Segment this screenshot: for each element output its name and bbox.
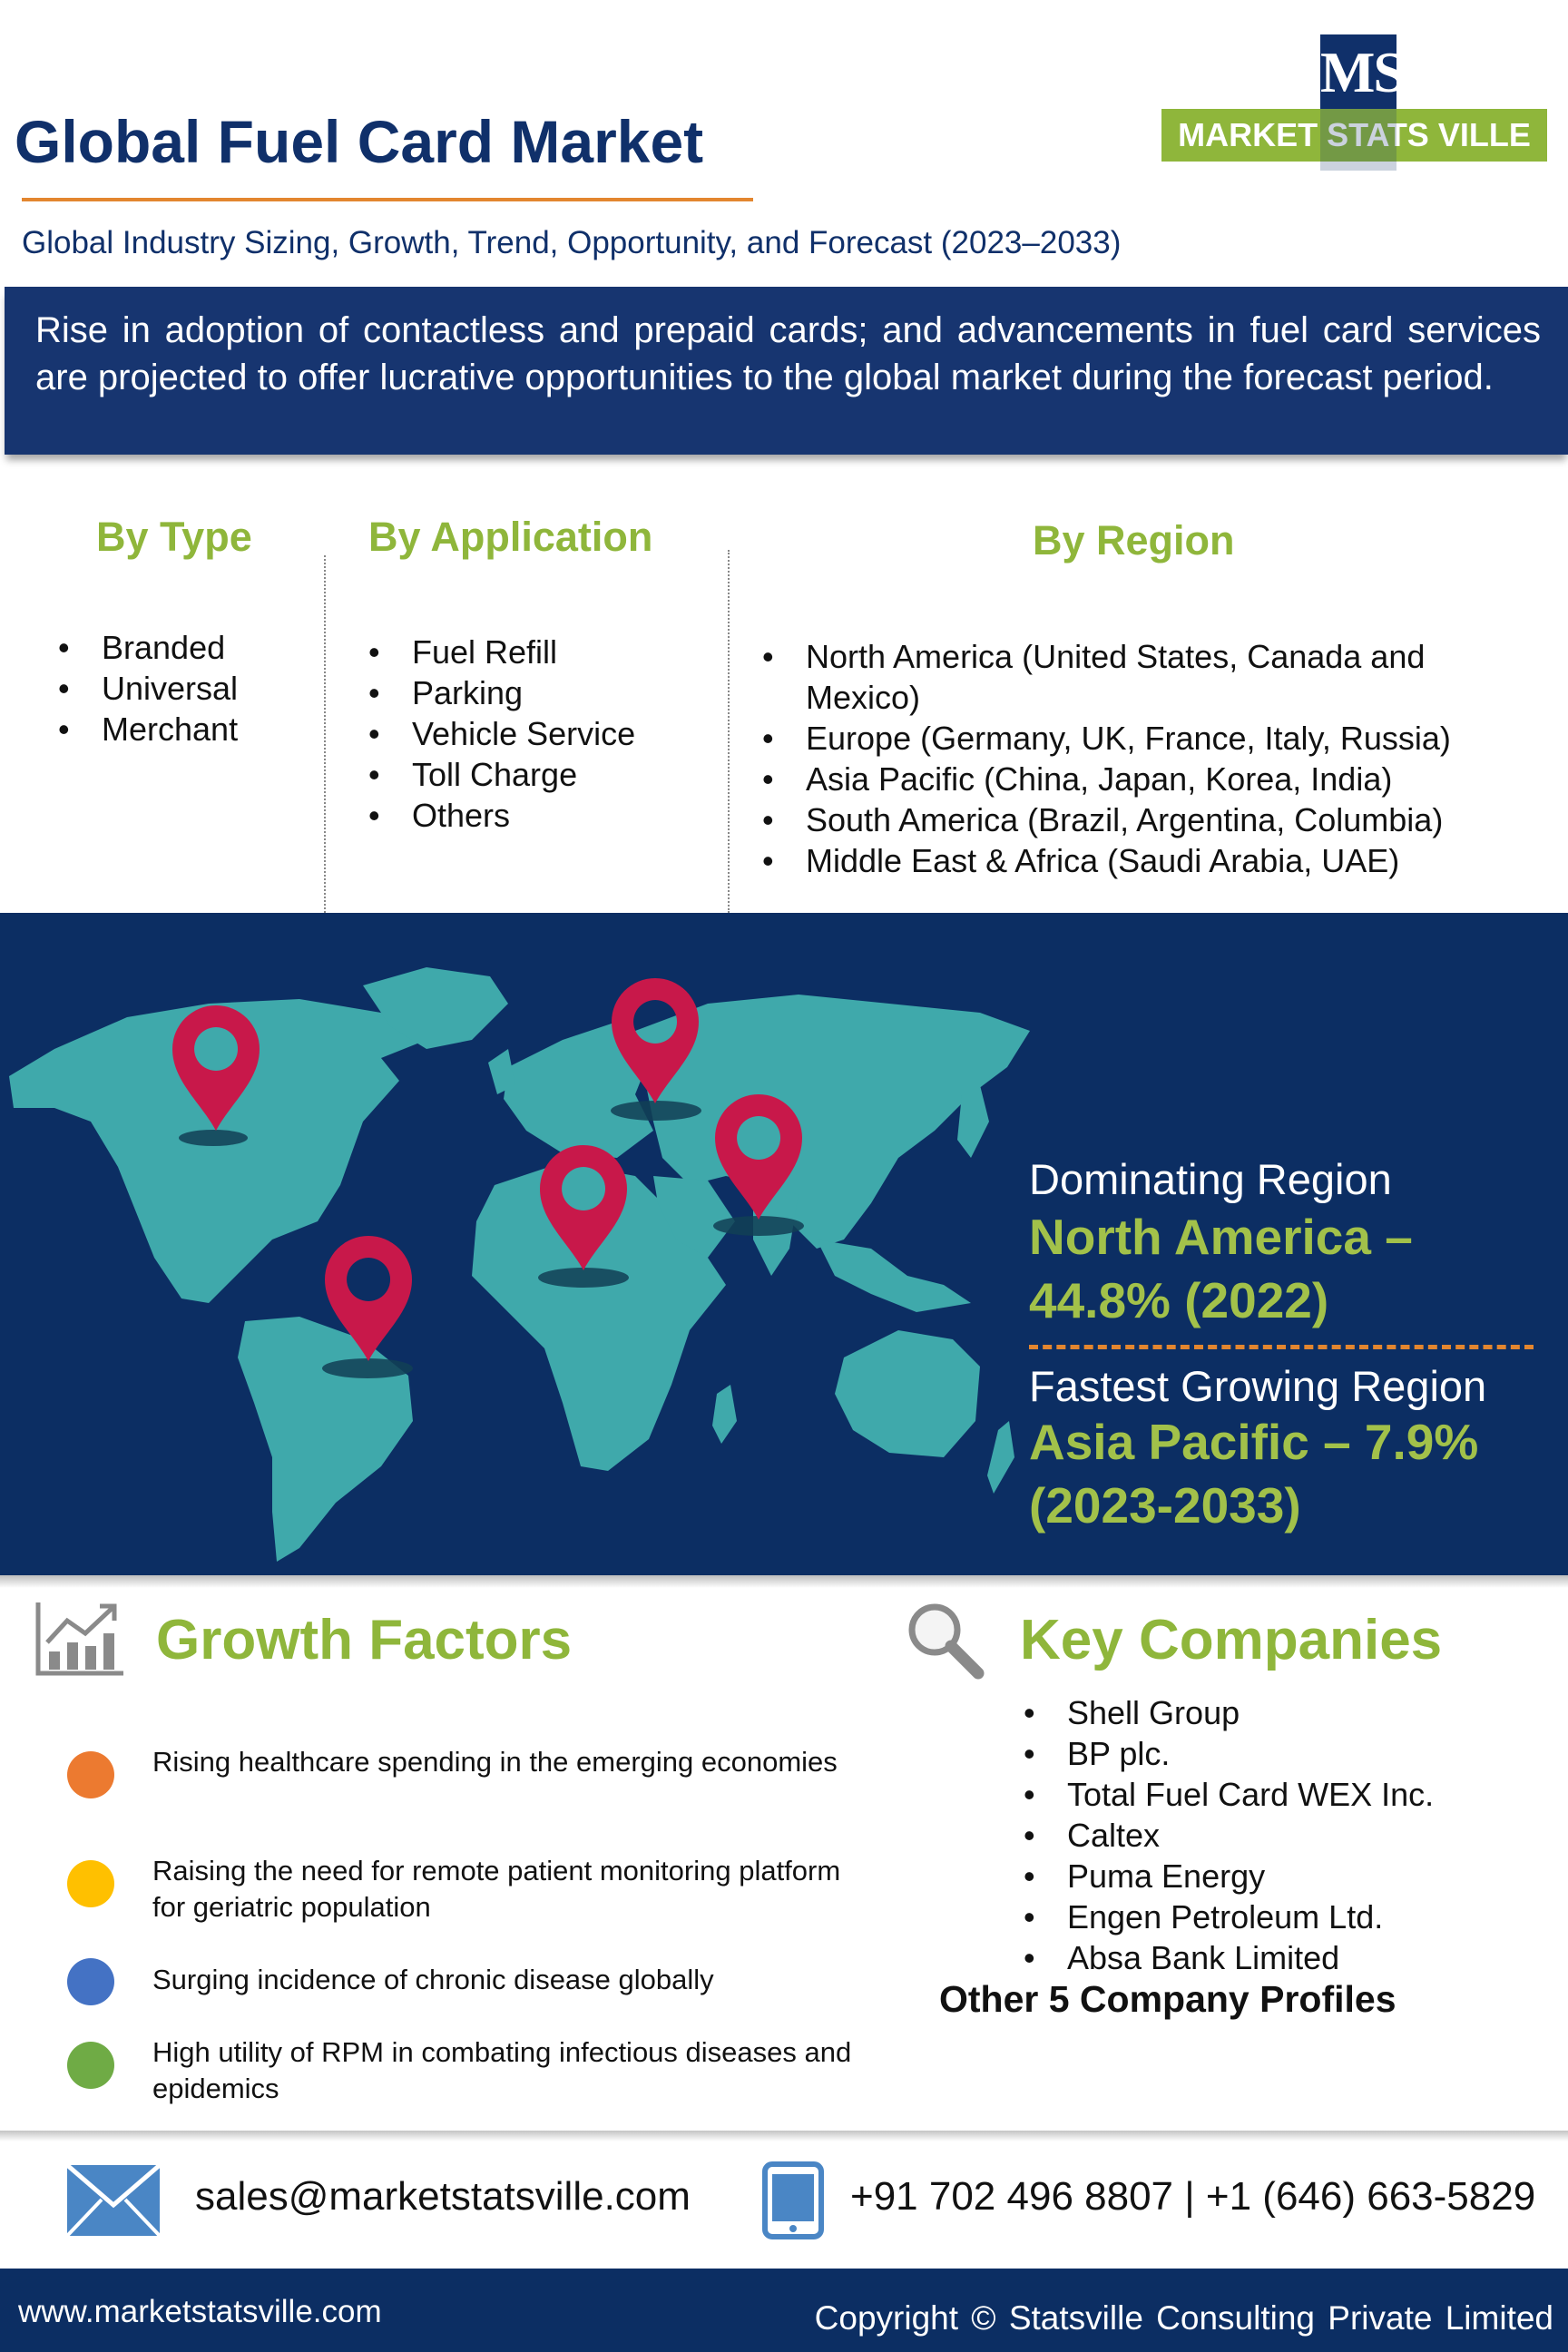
list-item: • Caltex bbox=[1024, 1815, 1532, 1856]
list-item: • Vehicle Service bbox=[368, 713, 713, 754]
type-list bbox=[58, 627, 312, 750]
growth-factor-text: Raising the need for remote patient monitoring platform for geriatric population bbox=[152, 1855, 841, 1923]
market-stats-ville-logo[interactable] bbox=[1161, 34, 1547, 171]
continents bbox=[9, 967, 1030, 1562]
dominating-region-label: Dominating Region bbox=[1029, 1155, 1392, 1203]
dominating-region-value: North America – 44.8% (2022) bbox=[1029, 1209, 1413, 1328]
intro-text: Rise in adoption of contactless and prepaid cards; and advancements in fuel card services are projected to offer lucrative opportunities to the global market during the forecast period. bbox=[35, 310, 1541, 397]
list-item: • Europe (Germany, UK, France, Italy, Russia) bbox=[762, 718, 1506, 759]
company-list bbox=[1024, 1692, 1532, 1978]
title-underline bbox=[22, 198, 753, 201]
madagascar-shape bbox=[712, 1385, 737, 1444]
footer bbox=[0, 2269, 1568, 2352]
list-item: • Toll Charge bbox=[368, 754, 713, 795]
column-divider bbox=[324, 555, 326, 913]
japan-shape bbox=[957, 1085, 989, 1158]
section-shadow bbox=[0, 2131, 1568, 2141]
list-item: • Engen Petroleum Ltd. bbox=[1024, 1896, 1532, 1937]
intro-banner bbox=[5, 287, 1568, 455]
list-item: • Parking bbox=[368, 672, 713, 713]
list-item: • Branded bbox=[58, 627, 312, 668]
list-item: • Merchant bbox=[58, 709, 312, 750]
column-divider bbox=[728, 550, 730, 913]
email-link[interactable]: sales@marketstatsville.com bbox=[195, 2174, 691, 2219]
other-company-profiles: Other 5 Company Profiles bbox=[939, 1978, 1396, 2020]
website-link[interactable]: www.marketstatsville.com bbox=[18, 2294, 382, 2329]
section-shadow bbox=[0, 1575, 1568, 1588]
mail-icon[interactable] bbox=[65, 2163, 162, 2238]
orange-bullet-icon bbox=[67, 1751, 114, 1798]
segment-heading-region: By Region bbox=[1033, 517, 1235, 564]
list-item: • Shell Group bbox=[1024, 1692, 1532, 1733]
list-item: • Fuel Refill bbox=[368, 632, 713, 672]
list-item: • Asia Pacific (China, Japan, Korea, India) bbox=[762, 759, 1506, 799]
green-bullet-icon bbox=[67, 2042, 114, 2089]
application-list bbox=[368, 632, 713, 836]
yellow-bullet-icon bbox=[67, 1860, 114, 1907]
southeast-asia-shape bbox=[817, 1240, 971, 1312]
list-item: • Universal bbox=[58, 668, 312, 709]
list-item: • Absa Bank Limited bbox=[1024, 1937, 1532, 1978]
list-item: • South America (Brazil, Argentina, Columbia) bbox=[762, 799, 1506, 840]
region-list bbox=[762, 636, 1506, 881]
fastest-region-label: Fastest Growing Region bbox=[1029, 1362, 1487, 1410]
list-item: • BP plc. bbox=[1024, 1733, 1532, 1774]
stats-divider bbox=[1029, 1345, 1534, 1349]
blue-bullet-icon bbox=[67, 1958, 114, 2005]
bar-chart-growth-icon bbox=[34, 1599, 125, 1677]
page-subtitle: Global Industry Sizing, Growth, Trend, Opportunity, and Forecast (2023–2033) bbox=[22, 225, 1122, 260]
list-item: • North America (United States, Canada and Mexico) bbox=[762, 636, 1506, 718]
region-map-band bbox=[0, 913, 1568, 1575]
growth-factor-text: Rising healthcare spending in the emerging economies bbox=[152, 1746, 838, 1778]
growth-factor-text: Surging incidence of chronic disease globally bbox=[152, 1964, 714, 1995]
logo-text: MARKET STATS VILLE bbox=[1178, 116, 1531, 153]
page-title: Global Fuel Card Market bbox=[15, 108, 704, 175]
growth-factors-heading: Growth Factors bbox=[156, 1609, 573, 1671]
segment-heading-application: By Application bbox=[368, 514, 653, 560]
south-america-shape bbox=[238, 1317, 413, 1562]
list-item: • Puma Energy bbox=[1024, 1856, 1532, 1896]
logo-mark: MS bbox=[1320, 34, 1396, 111]
growth-factor-text: High utility of RPM in combating infectious diseases and epidemics bbox=[152, 2036, 852, 2104]
list-item: • Middle East & Africa (Saudi Arabia, UAE) bbox=[762, 840, 1506, 881]
segment-heading-type: By Type bbox=[96, 514, 252, 560]
australia-shape bbox=[835, 1330, 980, 1457]
new-zealand-shape bbox=[987, 1421, 1014, 1494]
phone-icon[interactable] bbox=[762, 2161, 824, 2239]
list-item: • Others bbox=[368, 795, 713, 836]
fastest-region-value: Asia Pacific – 7.9% (2023-2033) bbox=[1029, 1414, 1479, 1534]
magnifier-icon bbox=[904, 1599, 985, 1681]
key-companies-heading: Key Companies bbox=[1020, 1609, 1443, 1671]
world-map bbox=[0, 913, 1034, 1575]
phone-numbers[interactable]: +91 702 496 8807 | +1 (646) 663-5829 bbox=[850, 2174, 1536, 2219]
logo-accent bbox=[1320, 109, 1396, 171]
list-item: • Total Fuel Card WEX Inc. bbox=[1024, 1774, 1532, 1815]
copyright-text: Copyright © Statsville Consulting Private Limited bbox=[814, 2299, 1553, 2337]
